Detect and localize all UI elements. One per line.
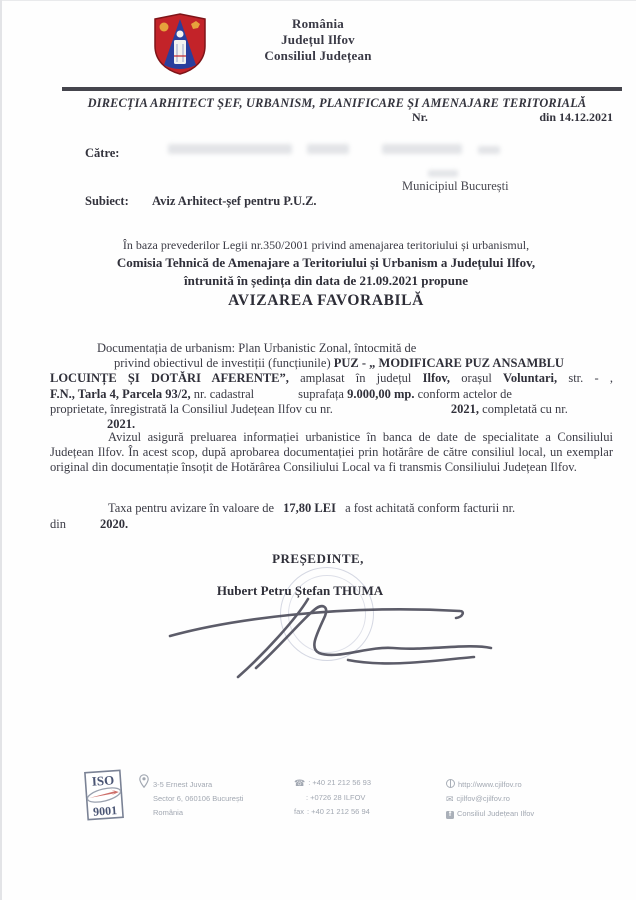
commission-line: Comisia Tehnică de Amenajare a Teritoriului și Urbanism a Județului Ilfov,	[116, 255, 536, 270]
address-city: Sector 6, 060106 București	[153, 794, 244, 803]
iso-9001-badge	[83, 769, 124, 822]
email-icon: ✉	[446, 795, 454, 805]
redacted-text	[478, 146, 500, 154]
text-line: F.N., Tarla 4, Parcela 93/2, nr. cadastral suprafața 9.000,00 mp. conform actelor de	[50, 386, 512, 401]
text-line: 2021.	[107, 417, 136, 432]
location-pin-icon	[139, 774, 149, 788]
fax-number: : +40 21 212 56 94	[307, 807, 370, 816]
decision-title: AVIZAREA FAVORABILĂ	[228, 292, 424, 309]
phone-number: : +40 21 212 56 93	[308, 778, 371, 787]
phone-block	[294, 776, 371, 819]
recipient: Municipiul București	[402, 179, 509, 193]
session-line: întrunită în ședința din data de 21.09.2021 propune	[183, 272, 469, 288]
subject-label: Subiect:	[85, 194, 129, 208]
direction-title: DIRECȚIA ARHITECT ȘEF, URBANISM, PLANIFICARE ȘI AMENAJARE TERITORIALĂ	[87, 96, 587, 110]
text-line: Taxa pentru avizare în valoare de 17,80 LEI a fost achitată conform facturii nr.	[108, 501, 516, 515]
online-block	[446, 778, 534, 821]
document-date: din 14.12.2021	[539, 110, 613, 124]
footer	[0, 766, 636, 836]
text-line: din 2020.	[50, 517, 129, 531]
documentation-paragraph	[50, 341, 613, 432]
redacted-text	[428, 170, 458, 177]
address-block	[153, 778, 243, 820]
tax-paragraph	[50, 500, 613, 532]
iso-text: ISO	[91, 772, 115, 789]
registration-number-label: Nr.	[412, 110, 428, 124]
subject-text: Aviz Arhitect-șef pentru P.U.Z.	[152, 194, 317, 208]
facebook-page: Consiliul Județean Ilfov	[457, 809, 535, 818]
text-line: proprietate, înregistrată la Consiliul Județean Ilfov cu nr. 2021, completată cu nr.	[50, 401, 568, 416]
fax-icon: fax	[294, 807, 305, 816]
redacted-text	[168, 144, 292, 154]
address-street: 3-5 Ernest Juvara	[153, 780, 213, 789]
text-line: privind obiectivul de investiții (funcțiunile) PUZ - „ MODIFICARE PUZ ANSAMBLU	[114, 356, 564, 371]
header-rule	[62, 87, 622, 91]
redacted-text	[382, 144, 462, 154]
iso-number: 9001	[92, 803, 118, 819]
number-date-line	[0, 110, 636, 124]
handwritten-signature	[168, 596, 503, 681]
website-url: http://www.cjilfov.ro	[458, 780, 522, 789]
council-name: Consiliul Județean	[264, 48, 372, 63]
phone-icon: ☎	[294, 779, 306, 789]
phone-number-2: : +0726 28 ILFOV	[306, 793, 366, 802]
president-name: Hubert Petru Ștefan THUMA	[216, 583, 384, 598]
president-title: PREȘEDINTE,	[272, 551, 364, 566]
email-address: cjilfov@cjilfov.ro	[456, 794, 510, 803]
preamble	[40, 237, 612, 311]
country-name: România	[292, 16, 344, 31]
address-country: România	[153, 808, 184, 817]
legal-basis-line: În baza prevederilor Legii nr.350/2001 privind amenajarea teritoriului și urbanismul,	[122, 238, 530, 252]
globe-icon	[446, 779, 455, 788]
county-name: Județul Ilfov	[281, 32, 355, 47]
facebook-icon: f	[446, 811, 454, 819]
letterhead-authority	[0, 16, 636, 64]
text-line: Documentația de urbanism: Plan Urbanistic Zonal, întocmită de	[97, 341, 417, 355]
to-label: Către:	[85, 146, 120, 160]
aviz-paragraph: Avizul asigură preluarea informației urbanistice în banca de date de specialitate a Consiliului Județean Ilfov. În acest scop, după aprobarea documentației prin hotărâre de către consiliul local, un exemplar original din documentație însoțit de Hotărârea Consiliului Local va fi transmis Consiliului Județean Ilfov.	[50, 430, 613, 475]
redacted-text	[307, 144, 349, 154]
text-line: LOCUINȚE ȘI DOTĂRI AFERENTE”, amplasat în județul Ilfov, orașul Voluntari, str. - ,	[50, 371, 613, 386]
